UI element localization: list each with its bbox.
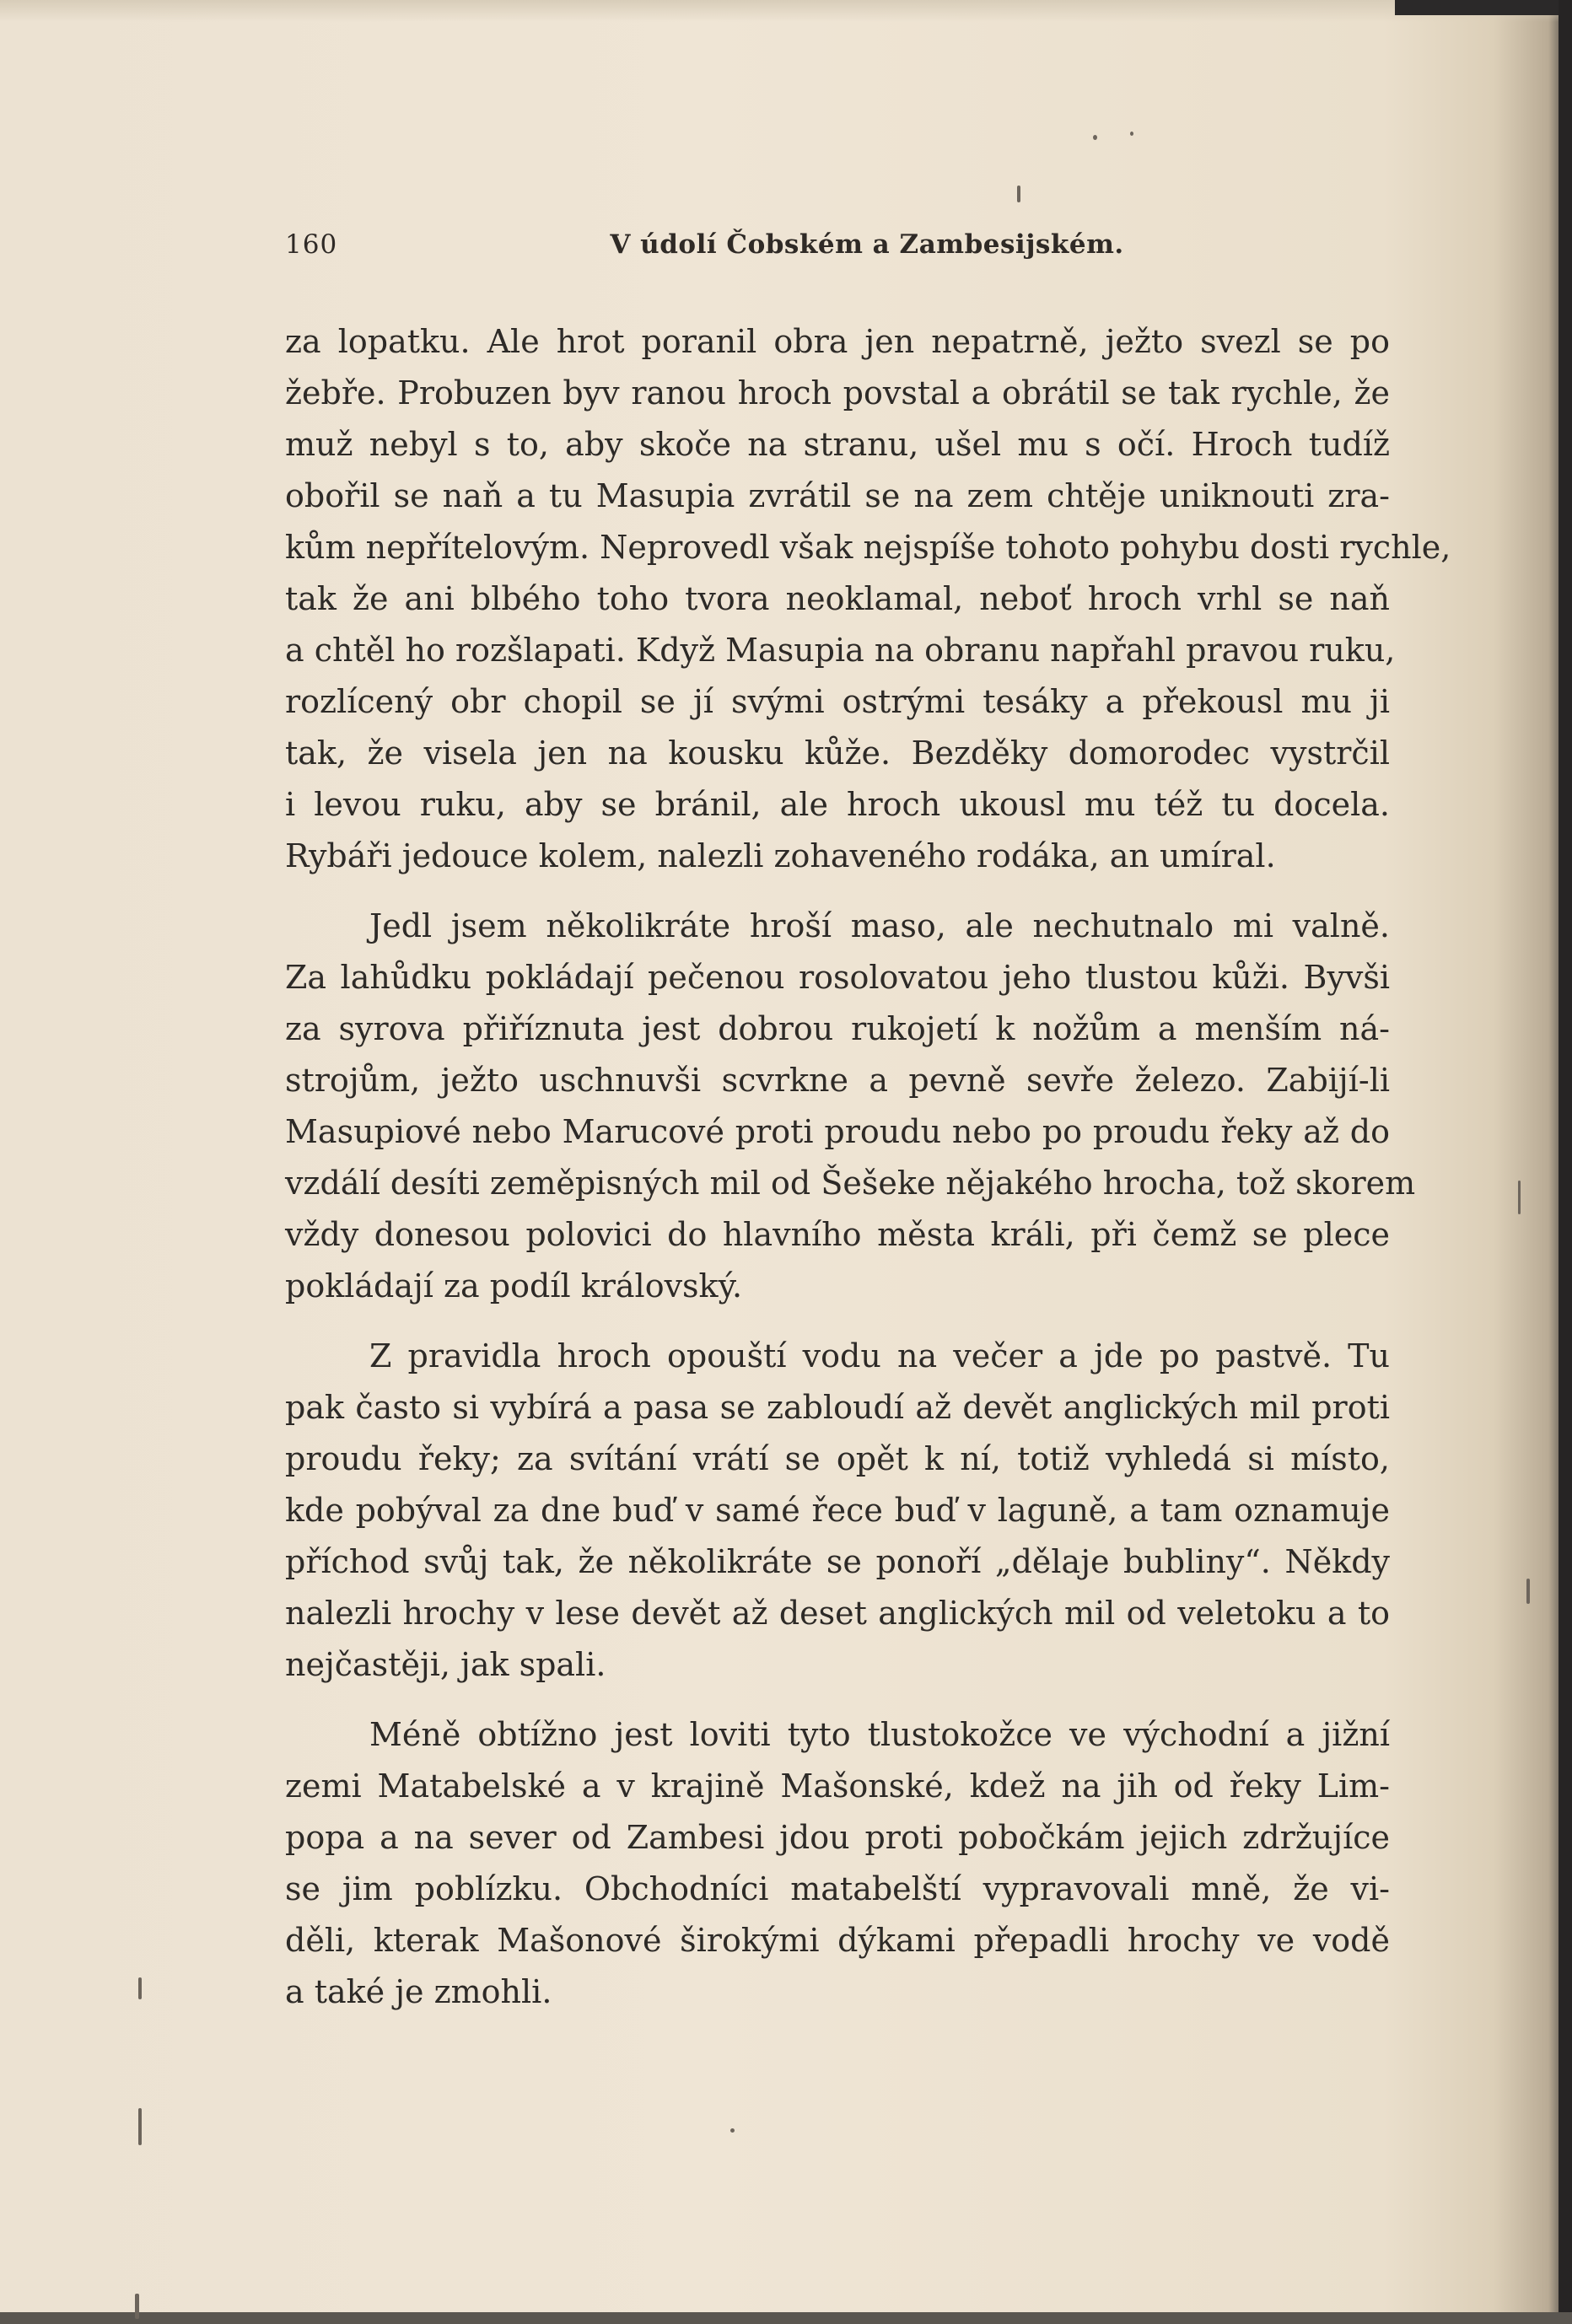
body-text [285, 316, 1451, 2018]
text-line: strojům, ježto uschnuvši scvrkne a pevně sevře železo. Zabijí-li [285, 1062, 1390, 1099]
paragraph [285, 316, 1451, 882]
text-line: a chtěl ho rozšlapati. Když Masupia na obranu napřahl pravou ruku, [285, 632, 1396, 669]
scan-speck [138, 1977, 142, 1999]
text-line: Méně obtížno jest loviti tyto tlustokožce ve východní a jižní [369, 1716, 1390, 1753]
scan-right-edge [1559, 0, 1572, 2324]
text-line: Rybáři jedouce kolem, nalezli zohaveného rodáka, an umíral. [285, 837, 1276, 874]
scan-dark-corner [1395, 0, 1572, 15]
running-header [285, 229, 1390, 272]
text-line: Masupiové nebo Marucové proti proudu nebo po proudu řeky až do [285, 1113, 1390, 1150]
scan-speck [1526, 1579, 1530, 1604]
text-line: pak často si vybírá a pasa se zabloudí až devět anglických mil proti [285, 1389, 1390, 1426]
scan-speck [135, 2294, 139, 2319]
text-line: se jim poblízku. Obchodníci matabelští vypravovali mně, že vi- [285, 1870, 1390, 1907]
text-line: děli, kterak Mašonové širokými dýkami přepadli hrochy ve vodě [285, 1922, 1390, 1959]
text-line: Jedl jsem několikráte hroší maso, ale nechutnalo mi valně. [369, 907, 1390, 944]
text-line: za syrova přiříznuta jest dobrou rukojetí k nožům a menším ná- [285, 1010, 1390, 1047]
text-line: tak, že visela jen na kousku kůže. Bezděky domorodec vystrčil [285, 734, 1390, 772]
text-line: za lopatku. Ale hrot poranil obra jen nepatrně, ježto svezl se po [285, 323, 1390, 360]
text-line: Za lahůdku pokládají pečenou rosolovatou jeho tlustou kůži. Byvši [285, 959, 1390, 996]
scan-speck [1093, 135, 1097, 140]
page-number: 160 [285, 229, 338, 260]
paragraph-gap [285, 1312, 1390, 1331]
top-shadow [0, 0, 1572, 22]
text-line: pokládají za podíl královský. [285, 1267, 743, 1305]
paragraph [285, 1331, 1390, 1691]
text-line: tak že ani blbého toho tvora neoklamal, neboť hroch vrhl se naň [285, 580, 1390, 617]
text-line: popa a na sever od Zambesi jdou proti pobočkám jejich zdržujíce [285, 1819, 1390, 1856]
text-line: kům nepřítelovým. Neprovedl však nejspíše tohoto pohybu dosti rychle, [285, 529, 1451, 566]
paragraph [285, 1709, 1390, 2018]
scan-speck [138, 2108, 142, 2145]
scan-speck [1130, 132, 1133, 136]
scan-speck [1518, 1181, 1521, 1214]
scan-bottom-edge [0, 2312, 1572, 2324]
paragraph-gap [285, 1691, 1390, 1709]
text-line: nejčastěji, jak spali. [285, 1646, 606, 1683]
text-line: příchod svůj tak, že několikráte se ponoří „dělaje bubliny“. Někdy [285, 1543, 1390, 1580]
text-line: zemi Matabelské a v krajině Mašonské, kdež na jih od řeky Lim- [285, 1767, 1390, 1805]
running-title: V údolí Čobském a Zambesijském. [610, 229, 1124, 260]
text-line: obořil se naň a tu Masupia zvrátil se na zem chtěje uniknouti zra- [285, 477, 1390, 514]
paragraph-gap [285, 882, 1390, 901]
text-line: kde pobýval za dne buď v samé řece buď v laguně, a tam oznamuje [285, 1492, 1390, 1529]
text-line: žebře. Probuzen byv ranou hroch povstal a obrátil se tak rychle, že [285, 374, 1390, 412]
text-line: rozlícený obr chopil se jí svými ostrými tesáky a překousl mu ji [285, 683, 1390, 720]
text-line: vzdálí desíti zeměpisných mil od Šešeke nějakého hrocha, tož skorem [285, 1165, 1416, 1202]
scan-speck [1017, 186, 1020, 202]
text-line: nalezli hrochy v lese devět až deset anglických mil od veletoku a to [285, 1595, 1390, 1632]
paragraph [285, 901, 1416, 1312]
text-line: vždy donesou polovici do hlavního města králi, při čemž se plece [285, 1216, 1390, 1253]
text-line: a také je zmohli. [285, 1973, 552, 2010]
text-line: i levou ruku, aby se bránil, ale hroch ukousl mu též tu docela. [285, 786, 1390, 823]
scan-speck [730, 2128, 735, 2133]
text-line: Z pravidla hroch opouští vodu na večer a jde po pastvě. Tu [369, 1337, 1390, 1374]
text-line: proudu řeky; za svítání vrátí se opět k ní, totiž vyhledá si místo, [285, 1440, 1390, 1477]
text-line: muž nebyl s to, aby skoče na stranu, ušel mu s očí. Hroch tudíž [285, 426, 1390, 463]
